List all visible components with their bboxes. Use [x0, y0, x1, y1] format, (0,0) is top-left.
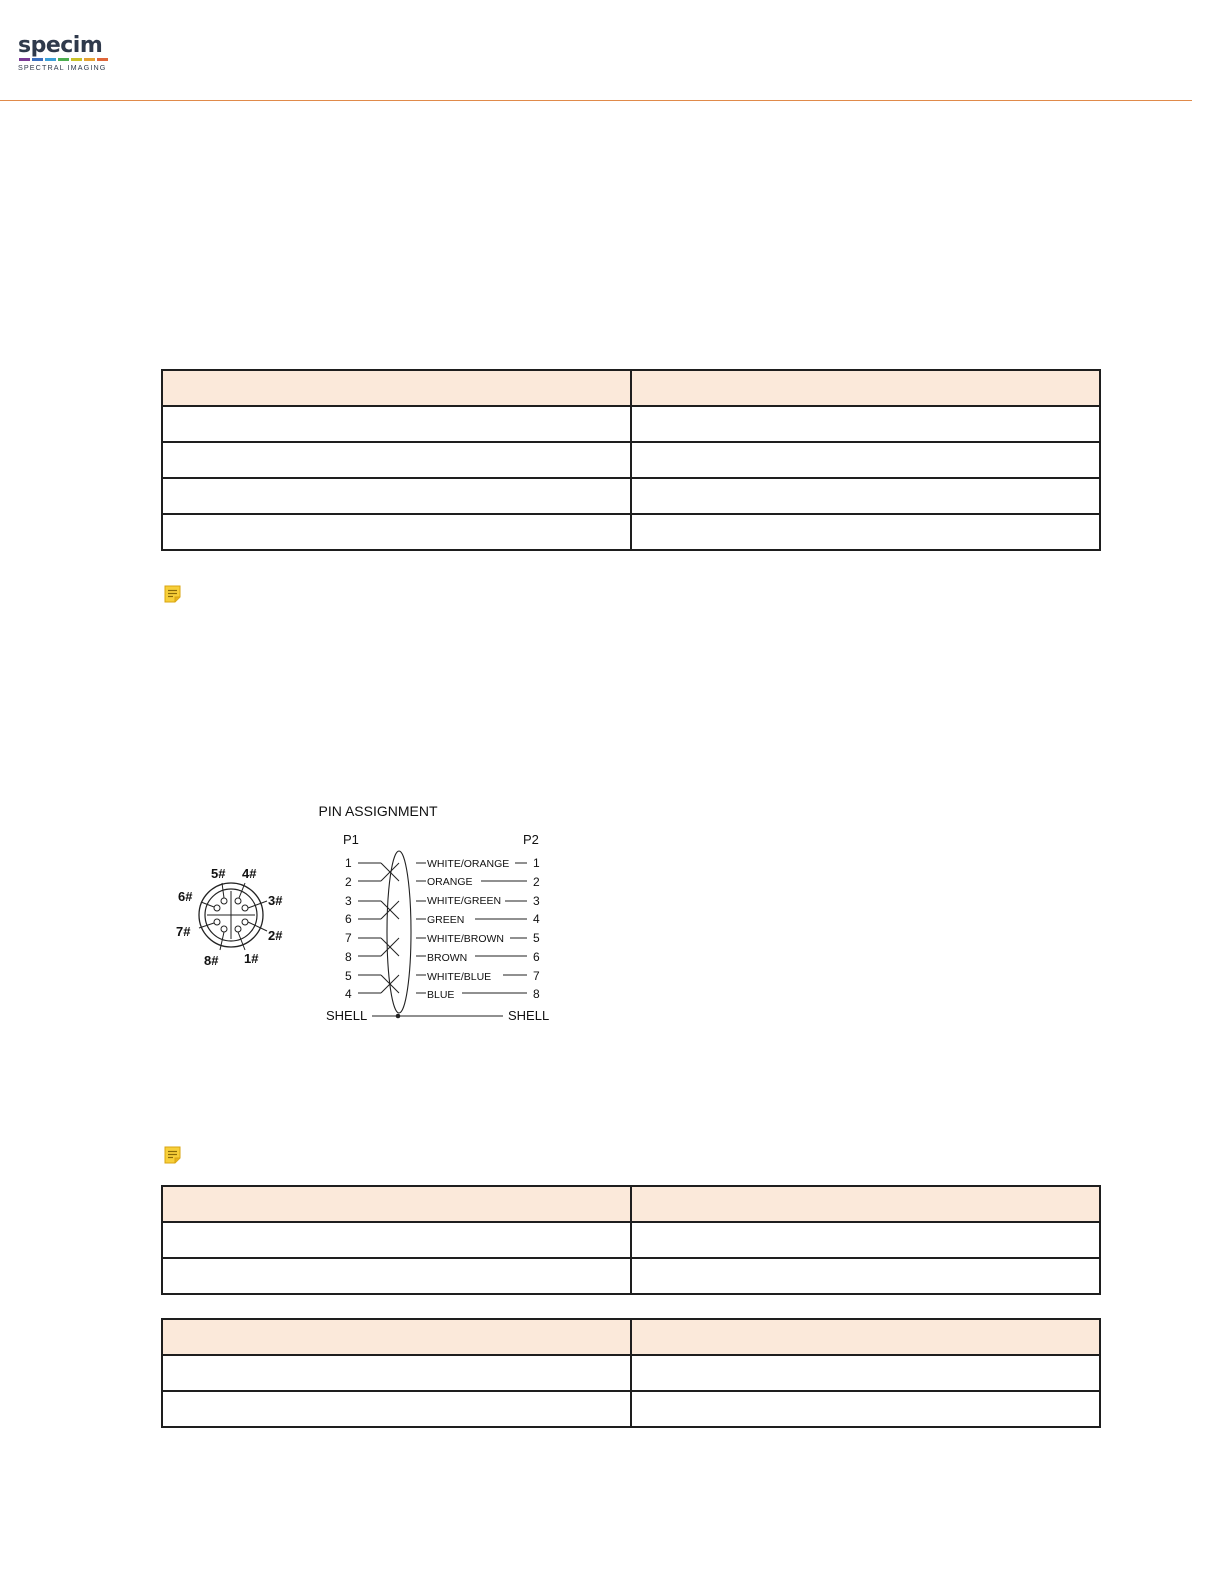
logo-bar — [71, 58, 82, 61]
shell-right-label: SHELL — [508, 1008, 550, 1023]
spec-table-1 — [161, 369, 1101, 551]
p2-pin: 8 — [533, 987, 540, 1001]
header-divider — [0, 100, 1192, 101]
table-cell — [162, 1258, 631, 1294]
p2-pin: 5 — [533, 931, 540, 945]
table-row — [162, 442, 1100, 478]
table-cell — [631, 1391, 1100, 1427]
table-row — [162, 1222, 1100, 1258]
table-row — [162, 406, 1100, 442]
shell-left-label: SHELL — [326, 1008, 368, 1023]
table-header-row — [162, 1186, 1100, 1222]
table-cell — [631, 478, 1100, 514]
wire-color: WHITE/BLUE — [427, 971, 492, 983]
pin-label-6: 6# — [178, 889, 193, 904]
table-cell — [162, 514, 631, 550]
p1-pin: 3 — [345, 894, 352, 908]
table-header-cell — [162, 1319, 631, 1355]
p2-label: P2 — [523, 832, 539, 847]
table-cell — [631, 1355, 1100, 1391]
wire-color: GREEN — [427, 914, 465, 926]
p2-pin: 7 — [533, 969, 540, 983]
table-cell — [162, 442, 631, 478]
pin-label-1: 1# — [244, 951, 259, 966]
spec-table-2 — [161, 1185, 1101, 1295]
table-cell — [162, 406, 631, 442]
page-header — [0, 0, 1224, 102]
diagram-title: PIN ASSIGNMENT — [318, 803, 438, 819]
table-cell — [631, 1258, 1100, 1294]
logo-bar — [45, 58, 56, 61]
pin-label-8: 8# — [204, 953, 219, 968]
p1-label: P1 — [343, 832, 359, 847]
connector-face — [199, 883, 267, 950]
table-header-cell — [631, 1186, 1100, 1222]
table-header-row — [162, 1319, 1100, 1355]
table-header-cell — [162, 370, 631, 406]
wire-color: WHITE/ORANGE — [427, 858, 510, 870]
table-cell — [631, 406, 1100, 442]
pin-assignment-diagram — [165, 795, 565, 1030]
p1-pin: 2 — [345, 875, 352, 889]
table-row — [162, 1391, 1100, 1427]
logo-subtitle: SPECTRAL IMAGING — [18, 63, 107, 72]
note-icon — [163, 1145, 183, 1165]
table-header-row — [162, 370, 1100, 406]
wire-color: WHITE/BROWN — [427, 933, 504, 945]
pin-label-4: 4# — [242, 866, 257, 881]
table-cell — [631, 514, 1100, 550]
table-row — [162, 1355, 1100, 1391]
pin-label-2: 2# — [268, 928, 283, 943]
table-cell — [162, 1391, 631, 1427]
table-header-cell — [631, 1319, 1100, 1355]
p2-pin: 2 — [533, 875, 540, 889]
wire-color: BROWN — [427, 952, 468, 964]
p2-pin: 3 — [533, 894, 540, 908]
logo-bar — [84, 58, 95, 61]
shell-junction — [396, 1014, 401, 1019]
table-cell — [631, 1222, 1100, 1258]
specim-logo — [18, 34, 108, 74]
p1-pin: 1 — [345, 856, 352, 870]
table-cell — [162, 1222, 631, 1258]
p1-pin: 4 — [345, 987, 352, 1001]
spec-table-3 — [161, 1318, 1101, 1428]
table-header-cell — [631, 370, 1100, 406]
p2-pin: 1 — [533, 856, 540, 870]
p1-pin: 7 — [345, 931, 352, 945]
table-cell — [162, 478, 631, 514]
p1-pin: 6 — [345, 912, 352, 926]
table-cell — [631, 442, 1100, 478]
logo-bar — [32, 58, 43, 61]
p2-pin: 6 — [533, 950, 540, 964]
logo-bar — [58, 58, 69, 61]
cable-bundle — [387, 851, 411, 1013]
wire-color: WHITE/GREEN — [427, 895, 502, 907]
p1-pin: 5 — [345, 969, 352, 983]
p1-pin: 8 — [345, 950, 352, 964]
pin-label-7: 7# — [176, 924, 191, 939]
wire-color: BLUE — [427, 989, 455, 1001]
pin-label-3: 3# — [268, 893, 283, 908]
p2-pin: 4 — [533, 912, 540, 926]
logo-bar — [97, 58, 108, 61]
table-cell — [162, 1355, 631, 1391]
note-icon — [163, 584, 183, 604]
wire-color: ORANGE — [427, 876, 473, 888]
table-row — [162, 1258, 1100, 1294]
logo-wordmark: specim — [18, 33, 103, 58]
table-row — [162, 478, 1100, 514]
pin-label-5: 5# — [211, 866, 226, 881]
table-header-cell — [162, 1186, 631, 1222]
table-row — [162, 514, 1100, 550]
logo-bar — [19, 58, 30, 61]
logo-color-bars — [19, 58, 108, 61]
